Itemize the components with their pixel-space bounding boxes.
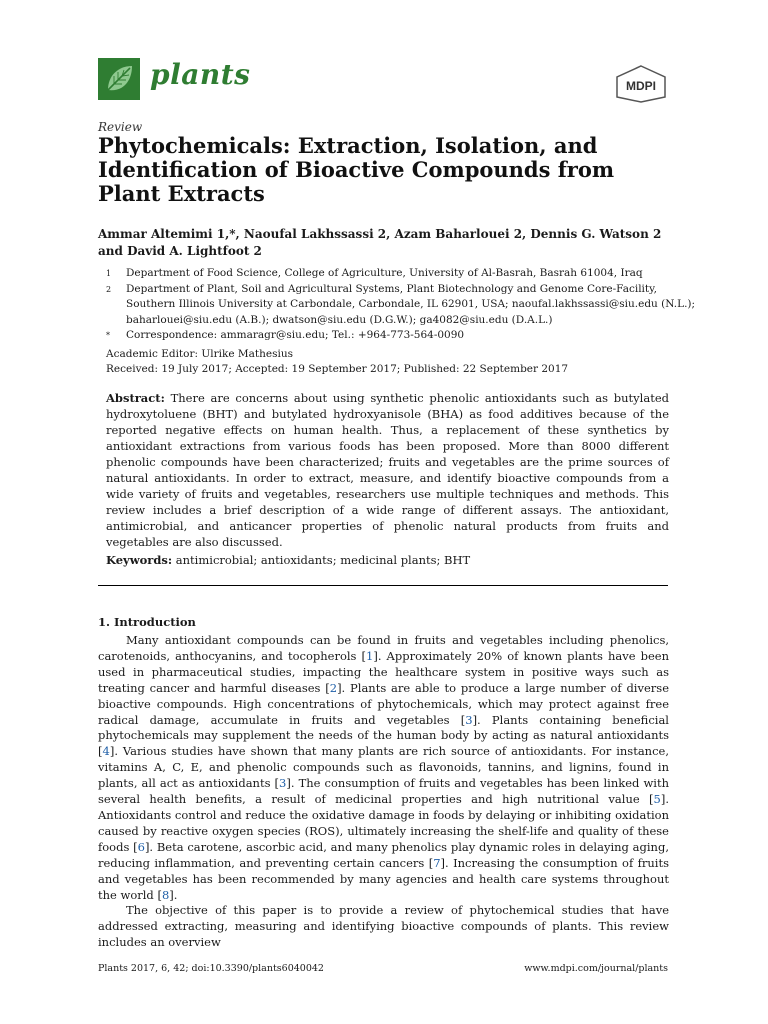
- publisher-name: MDPI: [626, 79, 656, 93]
- citation-link[interactable]: 4: [102, 744, 110, 759]
- authors-line-2: and David A. Lightfoot 2: [98, 244, 262, 258]
- paragraph-2: The objective of this paper is to provide a review of phytochemical studies that have addressed extracting, measuring and identifying bioactive compounds of plants. This review includes an overview: [98, 903, 669, 950]
- journal-name: plants: [150, 58, 251, 91]
- authors-line-1: Ammar Altemimi 1,*, Naoufal Lakhssassi 2, Azam Baharlouei 2, Dennis G. Watson 2: [98, 227, 662, 241]
- paragraph-1: Many antioxidant compounds can be found in fruits and vegetables including phenolics, carotenoids, anthocyanins, and tocopherols [1]. Approximately 20% of known plants have been used in pharmaceutical studies, impacting the healthcare system in positive ways such as treating cancer and harmful diseases [2]. Plants are able to produce a large number of diverse bioactive compounds. High concentrations of phytochemicals, which may protect against free radical damage, accumulate in fruits and vegetables [3]. Plants containing beneficial phytochemicals may supplement the needs of the human body by acting as natural antioxidants [4]. Various studies have shown that many plants are rich source of antioxidants. For instance, vitamins A, C, E, and phenolic compounds such as flavonoids, tannins, and lignins, found in plants, all act as antioxidants [3]. The consumption of fruits and vegetables has been linked with several health benefits, a result of medicinal properties and high nutritional value [5]. Antioxidants control and reduce the oxidative damage in foods by delaying or inhibiting oxidation caused by reactive oxygen species (ROS), ultimately increasing the shelf-life and quality of these foods [6]. Beta carotene, ascorbic acid, and many phenolics play dynamic roles in delaying aging, reducing inflammation, and preventing certain cancers [7]. Increasing the consumption of fruits and vegetables has been recommended by many agencies and health care systems throughout the world [8].: [98, 633, 670, 902]
- divider: [98, 585, 668, 586]
- author-list: [98, 226, 698, 260]
- publication-dates: Received: 19 July 2017; Accepted: 19 September 2017; Published: 22 September 2017: [106, 363, 569, 375]
- citation-link[interactable]: 8: [161, 887, 170, 902]
- footer-url[interactable]: www.mdpi.com/journal/plants: [524, 963, 668, 974]
- footer-citation: Plants 2017, 6, 42; doi:10.3390/plants6040042: [98, 963, 324, 974]
- leaf-icon: [102, 62, 136, 96]
- correspondence: * Correspondence: ammaragr@siu.edu; Tel.: +964-773-564-0090: [106, 329, 465, 341]
- keywords-label: Keywords:: [106, 553, 173, 567]
- citation-link[interactable]: 3: [279, 776, 287, 791]
- academic-editor: Academic Editor: Ulrike Mathesius: [106, 348, 293, 360]
- citation-link[interactable]: 2: [329, 680, 338, 695]
- journal-logo: [98, 58, 140, 100]
- article-meta: [106, 347, 706, 377]
- abstract-text: There are concerns about using synthetic phenolic antioxidants such as butylated hydroxytoluene (BHT) and butylated hydroxyanisole (BHA) as food additives because of the reported negative effects on human health. Thus, a replacement of these synthetics by antioxidant extractions from various foods has been proposed. More than 8000 different phenolic compounds have been characterized; fruits and vegetables are the prime sources of natural antioxidants. In order to extract, measure, and identify bioactive compounds from a wide variety of fruits and vegetables, researchers use multiple techniques and methods. This review includes a brief description of a wide range of different assays. The antioxidant, antimicrobial, and anticancer properties of phenolic natural products from fruits and vegetables are also discussed.: [106, 391, 669, 549]
- citation-link[interactable]: 7: [433, 855, 441, 870]
- affiliation-item: 1 Department of Food Science, College of Agriculture, University of Al-Basrah, Basrah 61004, Iraq: [106, 267, 643, 279]
- citation-link[interactable]: 1: [366, 648, 374, 663]
- abstract: [106, 390, 669, 550]
- affiliation-item: 2 Department of Plant, Soil and Agricultural Systems, Plant Biotechnology and Genome Core-Facility, Southern Illinois University at Carbondale, Carbondale, IL 62901, USA; naoufal.lakhssassi@siu.edu (N.L.); baharlouei@siu.edu (A.B.); dwatson@siu.edu (D.G.W.); ga4082@siu.edu (D.A.L.): [106, 282, 696, 326]
- keywords-text: antimicrobial; antioxidants; medicinal plants; BHT: [175, 553, 471, 567]
- abstract-label: Abstract:: [106, 391, 165, 405]
- body-text: [98, 633, 669, 951]
- publisher-logo: [614, 64, 668, 104]
- article-title: Phytochemicals: Extraction, Isolation, and Identification of Bioactive Compounds from Plant Extracts: [98, 133, 615, 206]
- citation-link[interactable]: 3: [465, 712, 473, 727]
- keywords: [106, 552, 669, 568]
- citation-link[interactable]: 6: [137, 839, 145, 854]
- affiliations: [106, 266, 706, 344]
- citation-link[interactable]: 5: [653, 792, 661, 807]
- article-type: Review: [98, 120, 143, 134]
- section-heading: 1. Introduction: [98, 615, 196, 629]
